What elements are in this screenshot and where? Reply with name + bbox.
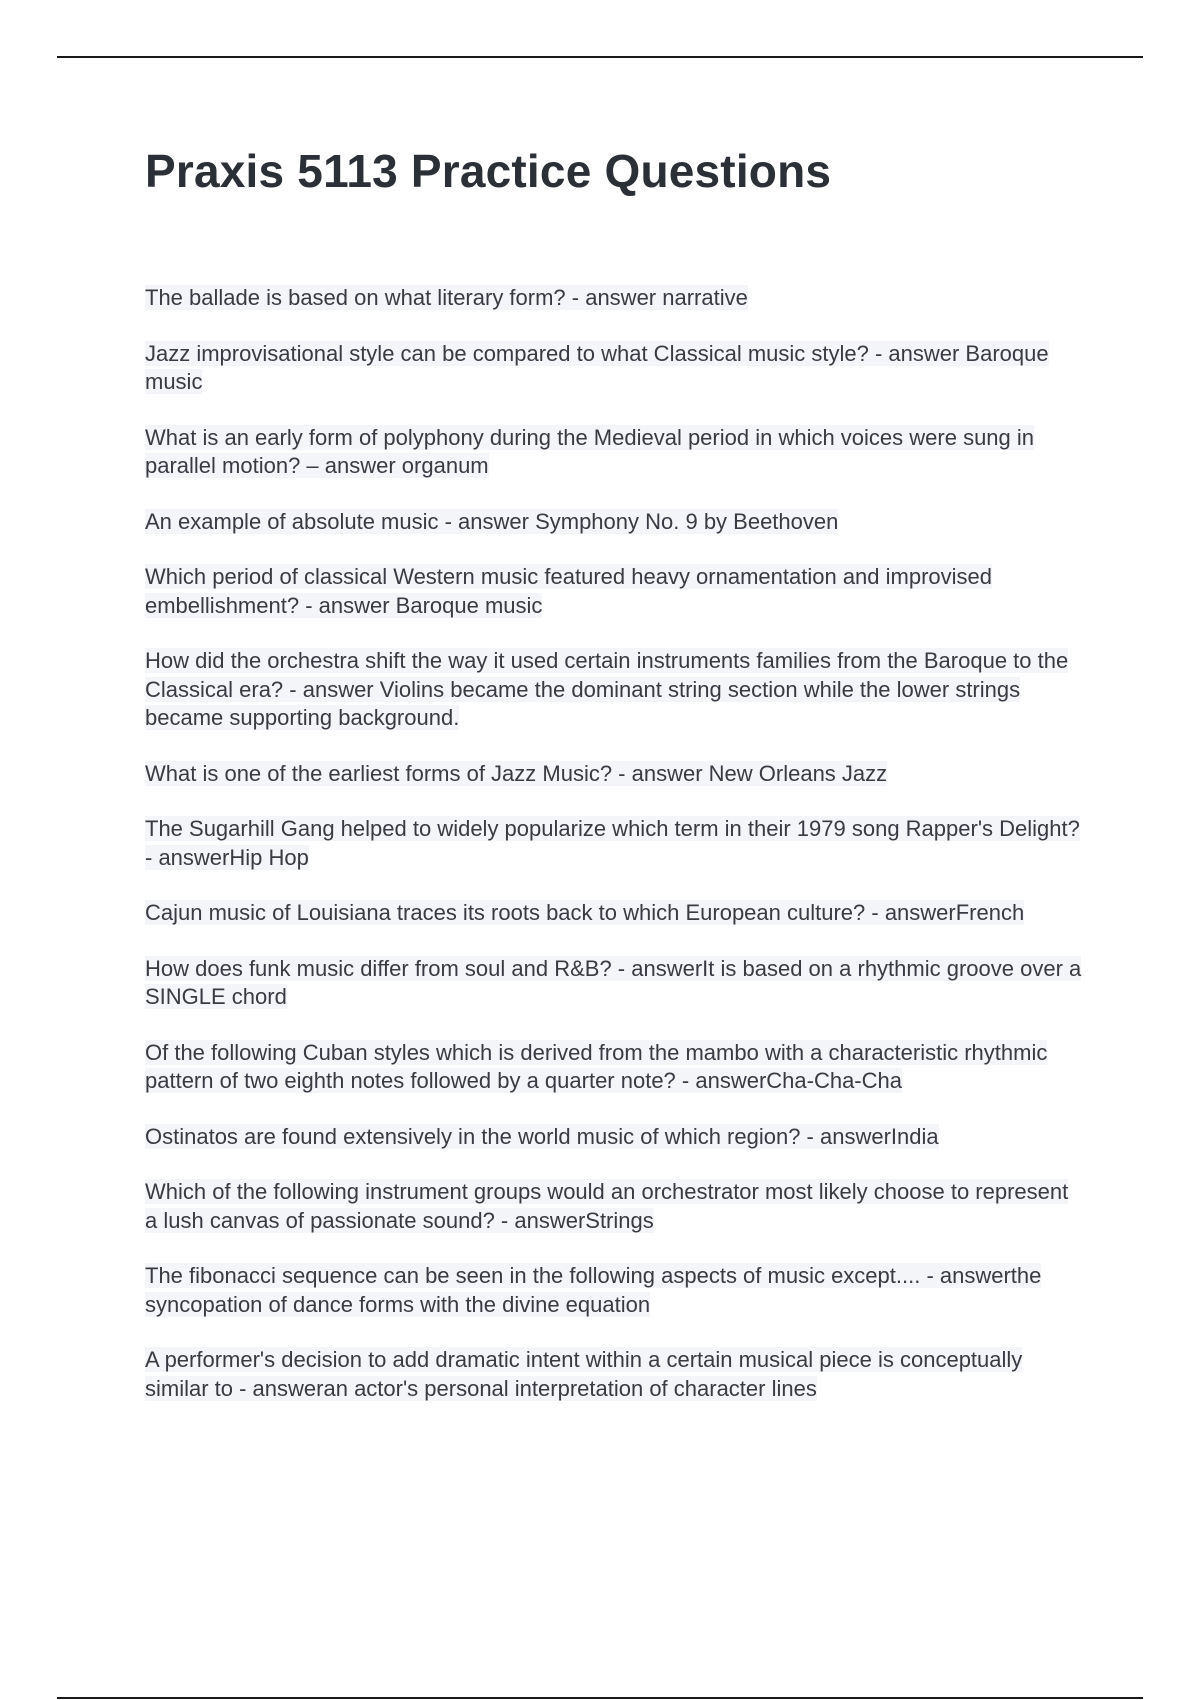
qa-item [145, 760, 1085, 789]
qa-text: Which of the following instrument groups would an orchestrator most likely choose to represent a lush canvas of passionate sound? - answerStrings [145, 1179, 1069, 1233]
qa-text: Cajun music of Louisiana traces its roots back to which European culture? - answerFrench [145, 900, 1025, 925]
qa-text: The ballade is based on what literary form? - answer narrative [145, 285, 748, 310]
bottom-rule [57, 1697, 1143, 1699]
qa-item [145, 899, 1085, 928]
qa-text: Which period of classical Western music featured heavy ornamentation and improvised embellishment? - answer Baroque music [145, 564, 992, 618]
qa-text: What is one of the earliest forms of Jazz Music? - answer New Orleans Jazz [145, 760, 888, 786]
qa-item [145, 1346, 1085, 1403]
qa-item [145, 508, 1085, 537]
qa-text: What is an early form of polyphony during the Medieval period in which voices were sung in parallel motion? – answer organum [145, 424, 1035, 478]
qa-item [145, 815, 1085, 872]
qa-item [145, 1178, 1085, 1235]
qa-item [145, 1123, 1085, 1152]
qa-item [145, 1039, 1085, 1096]
qa-item [145, 1262, 1085, 1319]
qa-item [145, 563, 1085, 620]
qa-item [145, 647, 1085, 733]
qa-text: The Sugarhill Gang helped to widely popularize which term in their 1979 song Rapper's Delight? - answerHip Hop [145, 816, 1080, 870]
qa-item [145, 340, 1085, 397]
qa-text: The fibonacci sequence can be seen in the following aspects of music except.... - answerthe syncopation of dance forms with the divine equation [145, 1263, 1042, 1317]
qa-item [145, 284, 1085, 313]
qa-item [145, 955, 1085, 1012]
question-list [145, 284, 1085, 1430]
qa-text: Of the following Cuban styles which is derived from the mambo with a characteristic rhythmic pattern of two eighth notes followed by a quarter note? - answerCha-Cha-Cha [145, 1039, 1048, 1093]
qa-text: Jazz improvisational style can be compared to what Classical music style? - answer Baroque music [145, 340, 1049, 394]
qa-text: How did the orchestra shift the way it used certain instruments families from the Baroque to the Classical era? - answer Violins became the dominant string section while the lower strings became supporting background. [145, 648, 1069, 730]
qa-text: How does funk music differ from soul and R&B? - answerIt is based on a rhythmic groove over a SINGLE chord [145, 955, 1082, 1009]
qa-text: A performer's decision to add dramatic intent within a certain musical piece is conceptually similar to - answeran actor's personal interpretation of character lines [145, 1347, 1023, 1401]
qa-text: Ostinatos are found extensively in the world music of which region? - answerIndia [145, 1123, 939, 1149]
page-title: Praxis 5113 Practice Questions [145, 145, 832, 197]
top-rule [57, 56, 1143, 58]
qa-item [145, 424, 1085, 481]
qa-text: An example of absolute music - answer Symphony No. 9 by Beethoven [145, 508, 839, 534]
